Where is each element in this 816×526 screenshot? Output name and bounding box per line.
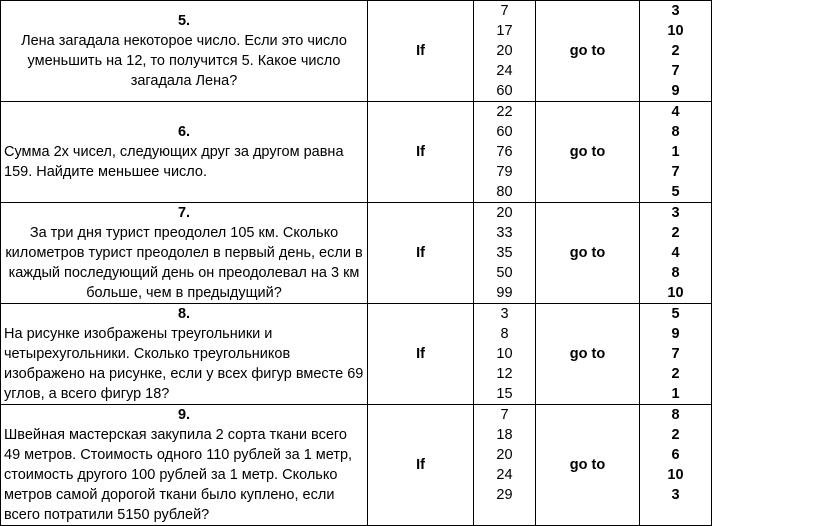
answer-option[interactable]: 20 [496,43,513,59]
answer-option[interactable]: 10 [496,346,513,362]
question-number: 9. [177,407,191,423]
tasks-table-body [1,1,712,526]
answer-option[interactable]: 99 [496,285,513,301]
goto-target[interactable]: 1 [671,144,680,160]
answer-option[interactable]: 7 [500,407,509,423]
question-cell [1,304,368,405]
goto-target[interactable]: 4 [671,245,680,261]
question-text: На рисунке изображены треугольники и четырехугольники. Сколько треугольников изображено на рисунке, если у всех фигур вместе 69 углов, а всего фигур 18? [4,326,364,402]
answer-options [474,102,536,203]
question-number: 8. [177,306,191,322]
goto-target[interactable]: 3 [671,3,680,19]
answer-option[interactable]: 3 [500,306,509,322]
question-cell [1,203,368,304]
answer-option[interactable]: 20 [496,205,513,221]
answer-option[interactable]: 18 [496,427,513,443]
question-text: Швейная мастерская закупила 2 сорта ткани всего 49 метров. Стоимость одного 110 рублей за 1 метр, стоимость другого 100 рублей за 1 метр. Сколько метров самой дорогой ткани было куплено, если всего потратили 5150 рублей? [4,427,353,523]
answer-options [474,405,536,526]
goto-targets [640,1,712,102]
question-text: За три дня турист преодолел 105 км. Сколько километров турист преодолел в первый день, если в каждый последующий день он преодолевал на 3 км больше, чем в предыдущий? [5,225,363,301]
goto-target[interactable]: 6 [671,447,680,463]
goto-label: go to [536,102,640,203]
goto-target[interactable]: 3 [671,487,680,503]
task-row [1,1,712,102]
if-label: If [368,1,474,102]
answer-option[interactable]: 22 [496,104,513,120]
goto-target[interactable]: 3 [671,205,680,221]
goto-target[interactable]: 10 [667,23,684,39]
task-row [1,102,712,203]
goto-target[interactable]: 7 [671,164,680,180]
answer-options [474,304,536,405]
goto-targets [640,405,712,526]
goto-target[interactable]: 2 [671,43,680,59]
answer-option[interactable]: 7 [500,3,509,19]
answer-options [474,1,536,102]
answer-option[interactable]: 80 [496,184,513,200]
question-text: Сумма 2х чисел, следующих друг за другом равна 159. Найдите меньшее число. [4,144,344,180]
question-cell [1,102,368,203]
goto-label: go to [536,304,640,405]
goto-targets [640,102,712,203]
goto-target[interactable]: 8 [671,407,680,423]
goto-target[interactable]: 9 [671,326,680,342]
goto-target[interactable]: 2 [671,427,680,443]
answer-option[interactable]: 35 [496,245,513,261]
answer-option[interactable]: 17 [496,23,513,39]
goto-target[interactable]: 1 [671,386,680,402]
goto-label: go to [536,203,640,304]
question-number: 7. [177,205,191,221]
question-text: Лена загадала некоторое число. Если это число уменьшить на 12, то получится 5. Какое число загадала Лена? [21,33,347,89]
if-label: If [368,102,474,203]
goto-target[interactable]: 5 [671,184,680,200]
goto-target[interactable]: 2 [671,225,680,241]
if-label: If [368,405,474,526]
answer-option[interactable]: 33 [496,225,513,241]
task-row [1,405,712,526]
goto-label: go to [536,1,640,102]
goto-target[interactable]: 5 [671,306,680,322]
goto-target[interactable]: 7 [671,63,680,79]
answer-option[interactable]: 8 [500,326,509,342]
goto-target[interactable]: 2 [671,366,680,382]
goto-target[interactable]: 8 [671,265,680,281]
goto-target[interactable]: 8 [671,124,680,140]
answer-option[interactable]: 29 [496,487,513,503]
answer-option[interactable]: 15 [496,386,513,402]
question-cell [1,1,368,102]
answer-option[interactable]: 24 [496,467,513,483]
task-row [1,304,712,405]
if-label: If [368,203,474,304]
goto-label: go to [536,405,640,526]
goto-target[interactable]: 9 [671,83,680,99]
answer-option[interactable]: 12 [496,366,513,382]
if-label: If [368,304,474,405]
goto-targets [640,203,712,304]
question-cell [1,405,368,526]
answer-option[interactable]: 60 [496,124,513,140]
answer-option[interactable]: 76 [496,144,513,160]
goto-target[interactable]: 7 [671,346,680,362]
goto-target[interactable]: 10 [667,285,684,301]
goto-target[interactable]: 10 [667,467,684,483]
question-number: 6. [177,124,191,140]
answer-option[interactable]: 60 [496,83,513,99]
answer-options [474,203,536,304]
task-row [1,203,712,304]
answer-option[interactable]: 24 [496,63,513,79]
question-number: 5. [177,13,191,29]
answer-option[interactable]: 50 [496,265,513,281]
goto-target[interactable]: 4 [671,104,680,120]
goto-targets [640,304,712,405]
answer-option[interactable]: 20 [496,447,513,463]
answer-option[interactable]: 79 [496,164,513,180]
